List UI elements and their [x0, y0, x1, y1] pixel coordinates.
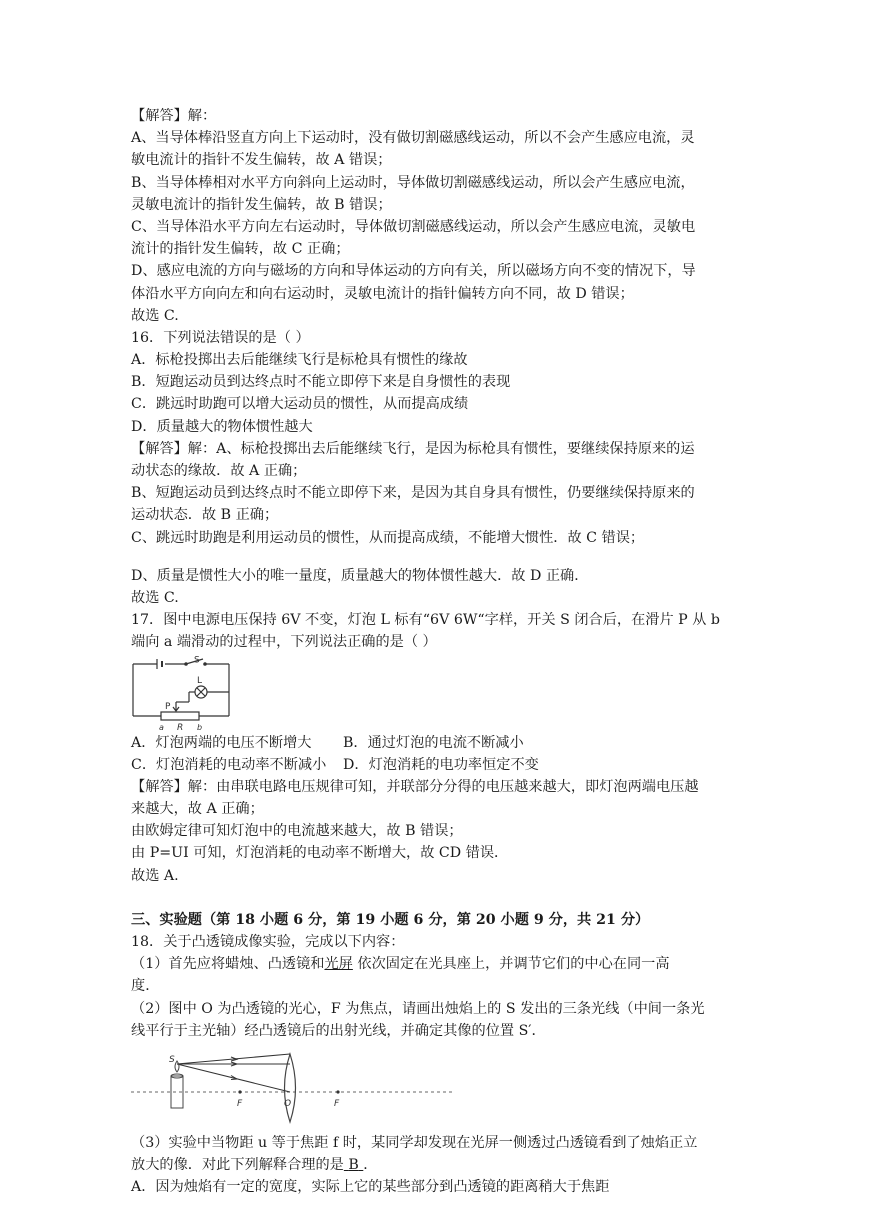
- question-16-solution-line1: 【解答】解：A、标枪投掷出去后能继续飞行，是因为标枪具有惯性，要继续保持原来的运: [131, 440, 695, 457]
- question-18-part3-line2: [131, 1154, 743, 1176]
- solution-15-c-line1: C、当导体沿水平方向左右运动时，导体做切割磁感线运动，所以会产生感应电流，灵敏电: [131, 218, 696, 235]
- question-16-option-a: A．标枪投掷出去后能继续飞行是标枪具有惯性的缘故: [131, 352, 468, 369]
- question-16-solution-line2: 动状态的缘故．故 A 正确；: [131, 463, 307, 479]
- solution-15-d-line1: D、感应电流的方向与磁场的方向和导体运动的方向有关，所以磁场方向不变的情况下，导: [131, 263, 696, 280]
- question-16-solution-line6: D、质量是惯性大小的唯一量度，质量越大的物体惯性越大．故 D 正确．: [131, 567, 589, 584]
- solution-15-b-line2: 灵敏电流计的指针发生偏转，故 B 错误；: [131, 196, 392, 213]
- solution-15-b-line1: B、当导体棒相对水平方向斜向上运动时，导体做切割磁感线运动，所以会产生感应电流，: [131, 174, 695, 191]
- question-17-solution-line2: 来越大，故 A 正确；: [131, 801, 264, 818]
- question-17-solution-line1: 【解答】解：由串联电路电压规律可知，并联部分分得的电压越来越大，即灯泡两端电压越: [131, 778, 699, 795]
- question-17-option-a: A．灯泡两端的电压不断增大: [131, 734, 312, 751]
- question-16-solution-line5: C、跳远时助跑是利用运动员的惯性，从而提高成绩，不能增大惯性．故 C 错误；: [131, 529, 645, 546]
- solution-15-d-line2: 体沿水平方向向左和向右运动时，灵敏电流计的指针偏转方向不同，故 D 错误；: [131, 285, 634, 302]
- rheostat-end-b-label: b: [197, 722, 203, 732]
- slider-label: P: [165, 701, 171, 712]
- spacer: [131, 887, 743, 909]
- question-17-options-ab: [131, 732, 743, 754]
- solution-15-a-line2: 敏电流计的指针不发生偏转，故 A 错误；: [131, 152, 392, 169]
- question-18-part3-answer-blank: [344, 1157, 363, 1173]
- lamp-label: L: [197, 675, 203, 686]
- question-16-option-c: C．跳远时助跑可以增大运动员的惯性，从而提高成绩: [131, 396, 469, 413]
- question-18-part3-option-a: A．因为烛焰有一定的宽度，实际上它的某些部分到凸透镜的距离稍大于焦距: [131, 1179, 610, 1196]
- document-content: [131, 105, 743, 1199]
- question-17-option-c: C．灯泡消耗的电动率不断减小: [131, 756, 327, 773]
- question-18-part3-text-before: 放大的像．对此下列解释合理的是: [131, 1157, 344, 1174]
- solution-15-c-line2: 流计的指针发生偏转，故 C 正确；: [131, 241, 350, 258]
- optical-center-label: O: [284, 1098, 292, 1109]
- question-18-part1-text-before: （1）首先应将蜡烛、凸透镜和: [131, 956, 325, 973]
- circuit-diagram: [131, 656, 241, 732]
- question-16-solution-line4: 运动状态．故 B 正确；: [131, 507, 279, 524]
- question-18-part3-text-after: ．: [363, 1157, 378, 1174]
- question-16-conclusion: 故选 C.: [131, 589, 179, 606]
- question-18-part3-answer: B: [348, 1157, 359, 1174]
- lens-diagram: [131, 1050, 461, 1128]
- switch-label: S: [194, 655, 200, 666]
- question-17-stem-line2: 端向 a 端滑动的过程中，下列说法正确的是（ ）: [131, 634, 437, 651]
- question-18-part3-line1: （3）实验中当物距 u 等于焦距 f 时，某同学却发现在光屏一侧透过凸透镜看到了烛焰正立: [131, 1134, 698, 1151]
- question-18-part1-line1: [131, 953, 743, 975]
- question-18-part1-line2: 度．: [131, 978, 160, 995]
- rheostat-end-a-label: a: [159, 722, 164, 732]
- solution-15-a-line1: A、当导体棒沿竖直方向上下运动时，没有做切割磁感线运动，所以不会产生感应电流，灵: [131, 130, 695, 147]
- question-18-part2-line2: 线平行于主光轴）经凸透镜后的出射光线，并确定其像的位置 S′．: [131, 1022, 546, 1039]
- spacer: [131, 549, 743, 565]
- question-18-part1-answer-blank: 光屏: [324, 956, 353, 973]
- focal-point-left-label: F: [237, 1098, 243, 1109]
- question-17-stem-line1: 17．图中电源电压保持 6V 不变，灯泡 L 标有“6V 6W“字样，开关 S 闭合后，在滑片 P 从 b: [131, 612, 721, 629]
- focal-point-right-label: F: [334, 1098, 340, 1109]
- question-18-part2-line1: （2）图中 O 为凸透镜的光心，F 为焦点，请画出烛焰上的 S 发出的三条光线（中间一条光: [131, 1000, 705, 1017]
- question-17-solution-line4: 由 P=UI 可知，灯泡消耗的电动率不断增大，故 CD 错误．: [131, 845, 509, 862]
- section-3-heading: 三、实验题（第 18 小题 6 分，第 19 小题 6 分，第 20 小题 9 分，共 21 分）: [131, 911, 650, 928]
- question-16-option-d: D．质量越大的物体惯性越大: [131, 418, 313, 435]
- source-point-s-label: S: [169, 1054, 175, 1065]
- question-17-option-d: D．灯泡消耗的电功率恒定不变: [343, 756, 539, 773]
- question-17-conclusion: 故选 A.: [131, 867, 179, 884]
- question-18-part1-text-after: 依次固定在光具座上，并调节它们的中心在同一高: [357, 956, 670, 973]
- question-18-stem: 18．关于凸透镜成像实验，完成以下内容：: [131, 934, 405, 950]
- question-17-option-b: B．通过灯泡的电流不断减小: [343, 734, 524, 751]
- question-16-stem: 16．下列说法错误的是（ ）: [131, 329, 310, 346]
- solution-15-conclusion: 故选 C.: [131, 307, 179, 324]
- question-17-options-cd: [131, 754, 743, 776]
- question-16-solution-line3: B、短跑运动员到达终点时不能立即停下来，是因为其自身具有惯性，仍要继续保持原来的: [131, 485, 695, 502]
- solution-15-head: 【解答】解：: [131, 108, 217, 124]
- rheostat-label: R: [177, 722, 184, 732]
- question-17-solution-line3: 由欧姆定律可知灯泡中的电流越来越大，故 B 错误；: [131, 823, 463, 840]
- question-16-option-b: B．短跑运动员到达终点时不能立即停下来是自身惯性的表现: [131, 374, 511, 391]
